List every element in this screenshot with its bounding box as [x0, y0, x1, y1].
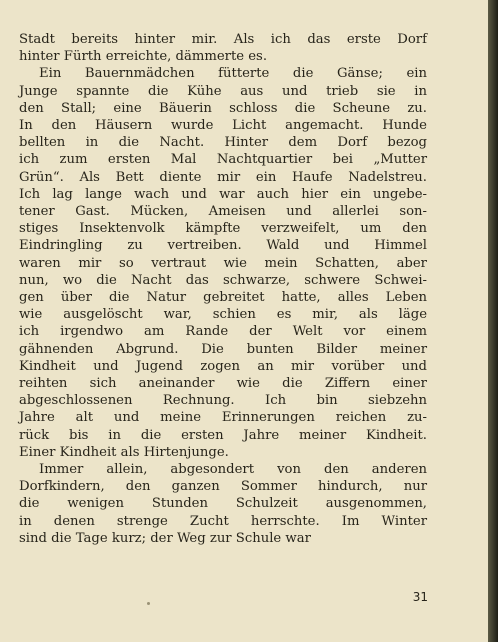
text-line: den Stall; eine Bäuerin schloss die Scheune zu.: [19, 100, 427, 116]
page-number: 31: [412, 590, 428, 604]
text-line: Einer Kindheit als Hirtenjunge.: [19, 444, 229, 460]
text-line: gen über die Natur gebreitet hatte, alles Leben: [19, 290, 427, 306]
text-line: sind die Tage kurz; der Weg zur Schule war: [19, 530, 311, 546]
text-line: gähnenden Abgrund. Die bunten Bilder meiner: [19, 341, 427, 357]
text-line: Jahre alt und meine Erinnerungen reichen zu-: [19, 410, 427, 426]
paragraph: [19, 65, 427, 461]
text-line: hinter Fürth erreichte, dämmerte es.: [19, 49, 268, 65]
print-speck: [147, 602, 150, 605]
text-line: Ein Bauernmädchen fütterte die Gänse; ein: [39, 66, 427, 82]
text-line: die wenigen Stunden Schulzeit ausgenommen,: [19, 496, 427, 512]
text-line: Eindringling zu vertreiben. Wald und Himmel: [19, 238, 427, 254]
text-line: Stadt bereits hinter mir. Als ich das erste Dorf: [19, 32, 427, 47]
text-line: bellten in die Nacht. Hinter dem Dorf bezog: [19, 135, 427, 151]
text-line: Kindheit und Jugend zogen an mir vorüber und: [19, 358, 427, 374]
text-line: Ich lag lange wach und war auch hier ein ungebe-: [19, 186, 427, 202]
text-line: Junge spannte die Kühe aus und trieb sie in: [19, 83, 427, 99]
text-line: In den Häusern wurde Licht angemacht. Hunde: [19, 118, 427, 134]
text-line: wie ausgelöscht war, schien es mir, als läge: [19, 307, 427, 323]
text-line: abgeschlossenen Rechnung. Ich bin siebzehn: [19, 393, 427, 409]
text-line: Grün“. Als Bett diente mir ein Haufe Nadelstreu.: [19, 169, 427, 185]
text-line: stiges Insektenvolk kämpfte verzweifelt, um den: [19, 221, 427, 237]
text-line: ich irgendwo am Rande der Welt vor einem: [19, 324, 427, 340]
text-line: in denen strenge Zucht herrschte. Im Winter: [19, 513, 427, 529]
text-line: rück bis in die ersten Jahre meiner Kindheit.: [19, 427, 427, 443]
text-line: nun, wo die Nacht das schwarze, schwere Schwei-: [19, 272, 427, 288]
text-line: tener Gast. Mücken, Ameisen und allerlei son-: [19, 204, 427, 220]
paragraph: [19, 461, 427, 547]
text-line: reihten sich aneinander wie die Ziffern einer: [19, 376, 427, 392]
paragraph: [19, 31, 427, 65]
scan-edge: [488, 0, 498, 642]
text-line: waren mir so vertraut wie mein Schatten, aber: [19, 255, 427, 271]
body-text: [19, 31, 427, 547]
text-line: Immer allein, abgesondert von den anderen: [39, 462, 427, 478]
text-line: Dorfkindern, den ganzen Sommer hindurch, nur: [19, 479, 427, 495]
text-line: ich zum ersten Mal Nachtquartier bei „Mutter: [19, 152, 427, 168]
